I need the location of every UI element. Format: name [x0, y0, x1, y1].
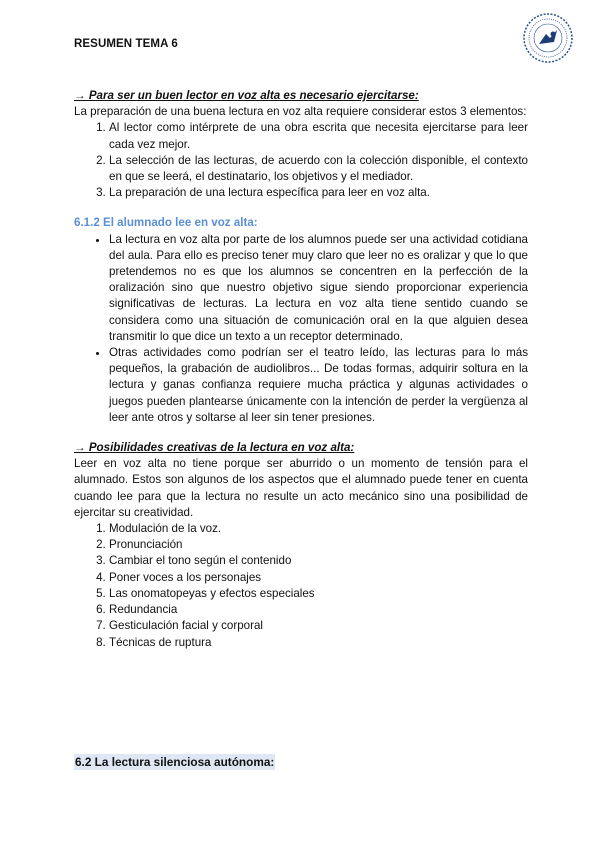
section-intro-posibilidades: Leer en voz alta no tiene porque ser aburrido o un momento de tensión para el alumnado. Estos son algunos de los aspectos que el alumnado puede tener en cuenta cuando lee para que la lectura no resulte un acto mecánico sino una posibilidad de ejercitar su creatividad. [74, 457, 528, 519]
document-body [74, 88, 528, 651]
section-heading-alumnado: 6.1.2 El alumnado lee en voz alta: [74, 216, 258, 230]
list-item: 4. Poner voces a los personajes [109, 570, 528, 586]
list-item: 2. La selección de las lecturas, de acuerdo con la colección disponible, el contexto en que se leerá, el destinatario, los objetivos y el mediador. [109, 153, 528, 185]
numbered-list-elements [74, 120, 528, 201]
list-item: • La lectura en voz alta por parte de los alumnos puede ser una actividad cotidiana del aula. Para ello es preciso tener muy claro que leer no es oralizar y que lo que pretendemos no es que los alumnos se concentren en la perfección de la oralización sino que nuestro objetivo sigue siendo proporcionar experiencia significativas de lecturas. La lectura en voz alta tiene sentido cuando se considera como una situación de comunicación oral en la que alguien desea transmitir lo que dice un texto a un receptor determinado. [109, 232, 528, 345]
list-item: 5. Las onomatopeyas y efectos especiales [109, 586, 528, 602]
list-item: 3. Cambiar el tono según el contenido [109, 553, 528, 569]
page-title: RESUMEN TEMA 6 [74, 38, 178, 50]
list-item: 7. Gesticulación facial y corporal [109, 618, 528, 634]
list-item: 1. Al lector como intérprete de una obra escrita que necesita ejercitarse para leer cada vez mejor. [109, 120, 528, 152]
university-seal-logo [522, 12, 574, 64]
list-item: 2. Pronunciación [109, 537, 528, 553]
numbered-list-posibilidades [74, 521, 528, 651]
section-heading-silenciosa: 6.2 La lectura silenciosa autónoma: [75, 755, 275, 769]
list-item: 8. Técnicas de ruptura [109, 635, 528, 651]
section-intro-lector: La preparación de una buena lectura en voz alta requiere considerar estos 3 elementos: [74, 105, 527, 119]
bullet-list-alumnado [74, 232, 528, 426]
section-heading-posibilidades: → Posibilidades creativas de la lectura en voz alta: [74, 441, 355, 455]
list-item: 1. Modulación de la voz. [109, 521, 528, 537]
section-heading-lector: → Para ser un buen lector en voz alta es necesario ejercitarse: [74, 89, 419, 102]
list-item: 6. Redundancia [109, 602, 528, 618]
list-item: • Otras actividades como podrían ser el teatro leído, las lecturas para lo más pequeños, la grabación de audiolibros... De todas formas, adquirir soltura en la lectura y ganas confianza requiere mucha práctica y algunas actividades o juegos pueden plantearse únicamente con la intención de perder la vergüenza al leer ante otros y soltarse al leer sin tener presiones. [109, 345, 528, 426]
list-item: 3. La preparación de una lectura específica para leer en voz alta. [109, 185, 528, 201]
